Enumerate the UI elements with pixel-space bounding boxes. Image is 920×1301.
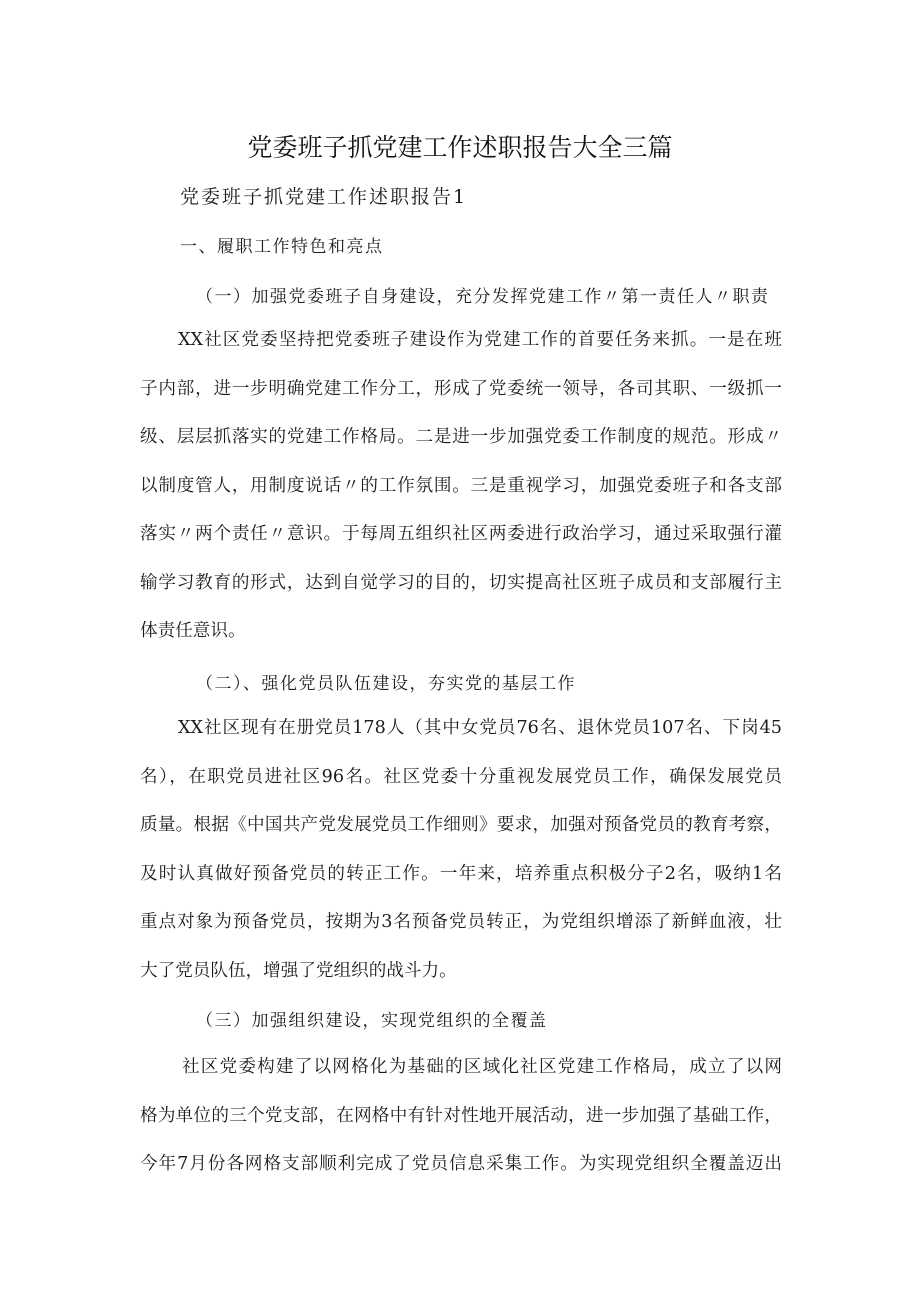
- subsection-heading-1: （一）加强党委班子自身建设，充分发挥党建工作〃第一责任人〃职责: [196, 287, 770, 307]
- paragraph-line: 以制度管人，用制度说话〃的工作氛围。三是重视学习，加强党委班子和各支部: [140, 475, 782, 496]
- paragraph-line: 社区党委构建了以网格化为基础的区域化社区党建工作格局，成立了以网: [182, 1057, 782, 1077]
- paragraph-line: 体责任意识。: [140, 621, 246, 641]
- section-heading-1: 一、履职工作特色和亮点: [180, 237, 384, 257]
- paragraph-line: 大了党员队伍，增强了党组织的战斗力。: [140, 960, 457, 981]
- paragraph-line: 子内部，进一步明确党建工作分工，形成了党委统一领导，各司其职、一级抓一: [140, 378, 782, 399]
- paragraph-line: 名），在职党员进社区96名。社区党委十分重视发展党员工作，确保发展党员: [140, 766, 782, 787]
- paragraph-3: [140, 1043, 782, 1189]
- subsection-heading-2: （二）、强化党员队伍建设，夯实党的基层工作: [196, 674, 576, 694]
- paragraph-line: 质量。根据《中国共产党发展党员工作细则》要求，加强对预备党员的教育考察，: [140, 815, 782, 835]
- paragraph-2: [140, 704, 782, 995]
- paragraph-line: 及时认真做好预备党员的转正工作。一年来，培养重点积极分子2名，吸纳1名: [140, 863, 782, 884]
- paragraph-1: [140, 316, 782, 656]
- paragraph-line: 格为单位的三个党支部，在网格中有针对性地开展活动，进一步加强了基础工作，: [140, 1105, 782, 1126]
- paragraph-line: 落实〃两个责任〃意识。于每周五组织社区两委进行政治学习，通过采取强行灌: [140, 524, 782, 544]
- paragraph-line: 级、层层抓落实的党建工作格局。二是进一步加强党委工作制度的规范。形成〃: [140, 427, 782, 447]
- subsection-heading-3: （三）加强组织建设，实现党组织的全覆盖: [196, 1011, 548, 1031]
- paragraph-line: 今年7月份各网格支部顺利完成了党员信息采集工作。为实现党组织全覆盖迈出: [140, 1154, 782, 1174]
- paragraph-line: 重点对象为预备党员，按期为3名预备党员转正，为党组织增添了新鲜血液，壮: [140, 912, 782, 932]
- paragraph-line: XX社区现有在册党员178人（其中女党员76名、退休党员107名、下岗45: [178, 718, 782, 738]
- document-title: 党委班子抓党建工作述职报告大全三篇: [247, 133, 673, 162]
- paragraph-line: 输学习教育的形式，达到自觉学习的目的，切实提高社区班子成员和支部履行主: [140, 572, 782, 593]
- report-subtitle: 党委班子抓党建工作述职报告1: [180, 186, 468, 208]
- paragraph-line: XX社区党委坚持把党委班子建设作为党建工作的首要任务来抓。一是在班: [178, 330, 782, 350]
